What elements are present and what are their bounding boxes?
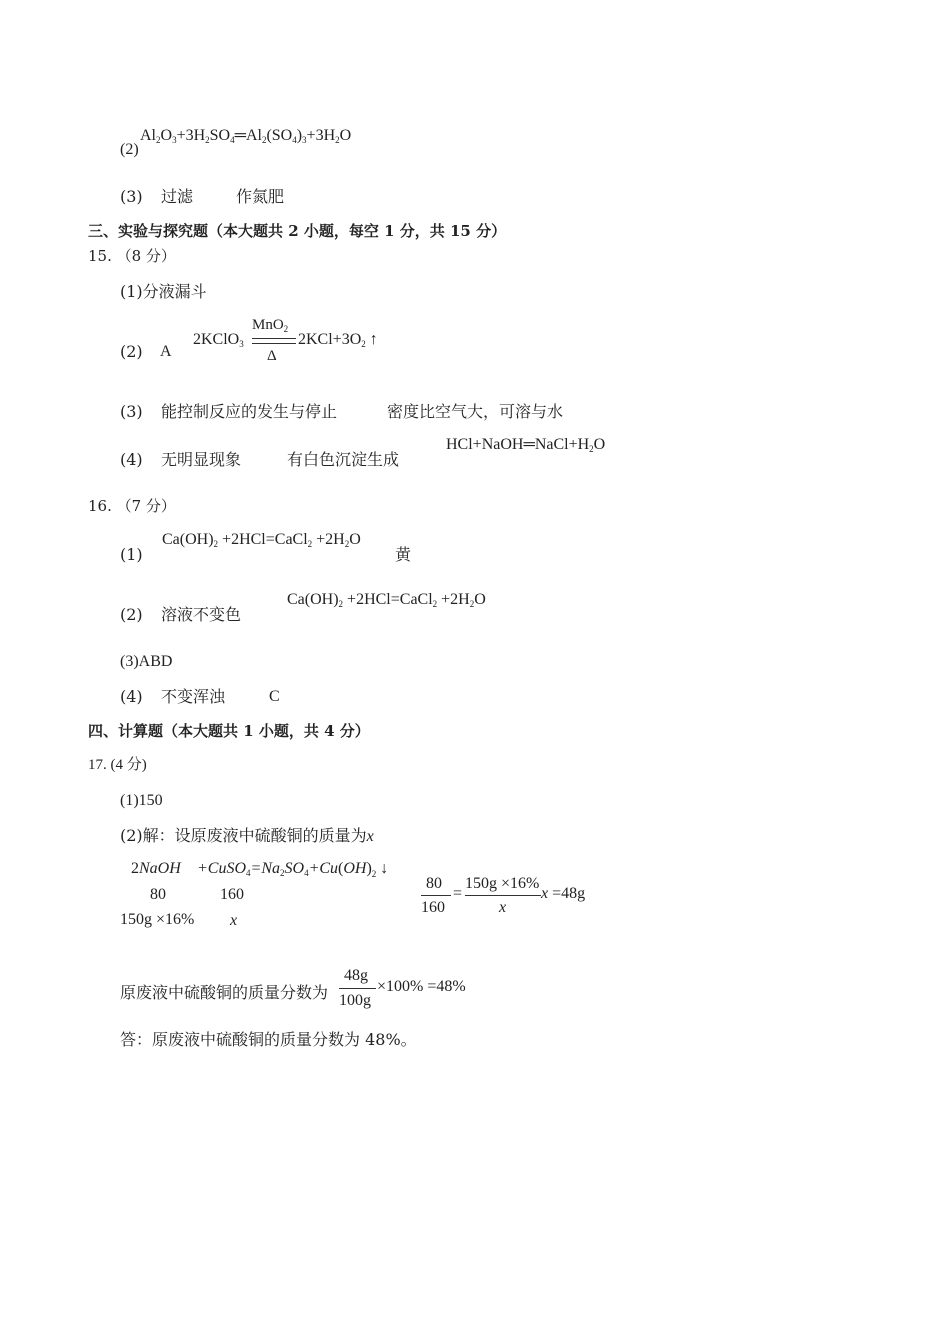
q16-part1-answer-b: 黄 (395, 545, 412, 564)
q15-part3-answer-b: 密度比空气大，可溶与水 (387, 402, 564, 421)
q14-part3-answer-a: 过滤 (161, 187, 194, 206)
q17-part1: (1)150 (120, 792, 163, 809)
q17-fraction-numerator: 48g (344, 967, 368, 984)
q17-part2-intro: (2)解：设原废液中硫酸铜的质量为x (120, 826, 374, 845)
q15-part1: (1)分液漏斗 (120, 282, 207, 301)
q17-mass-fraction-label: 原废液中硫酸铜的质量分数为 (120, 983, 329, 1002)
q17-fraction-result: ×100% =48% (377, 978, 466, 995)
q15-part4-answer-a: 无明显现象 (161, 450, 242, 469)
section-4-title: 四、计算题（本大题共 1 小题，共 4 分） (88, 722, 370, 740)
q15-part4-number: (4) (120, 450, 143, 469)
q17-reaction-equation: 2NaOH (131, 860, 181, 877)
q16-part3: (3)ABD (120, 653, 173, 670)
q17-header: 17. (4 分) (88, 757, 147, 773)
q17-proportion-equals: = (453, 885, 463, 902)
q17-fraction-denominator: 100g (339, 992, 371, 1009)
q15-part2-eq-right: $2KCl+3O_2$ ↑ (298, 331, 378, 349)
q15-part2-heat: Δ (267, 348, 277, 364)
q16-part4-number: (4) (120, 687, 143, 706)
q16-part4-answer-b: C (269, 688, 280, 705)
q14-part3-answer-b: 作氮肥 (236, 187, 285, 206)
q15-part3-number: (3) (120, 402, 143, 421)
q16-part1-number: (1) (120, 545, 143, 564)
q17-unknown-x: x (230, 912, 238, 929)
q17-molar-mass-cuso4: 160 (220, 886, 244, 903)
q15-header: 15. （8 分） (88, 247, 176, 265)
q14-part2-equation: $Al_2O_3+3H_2SO_4═Al_2(SO_4)_3+3H_2O$ (140, 127, 352, 145)
q17-proportion-numerator-1: 80 (426, 875, 442, 892)
q16-part2-equation: $Ca(OH)_2$ +2HCl=CaCl$_2$ $+2H_2O$ (287, 591, 486, 609)
q17-proportion-bar-1 (421, 895, 451, 896)
q15-part4-answer-b: 有白色沉淀生成 (287, 450, 400, 469)
q16-part4-answer-a: 不变浑浊 (161, 687, 226, 706)
section-3-title: 三、实验与探究题（本大题共 2 小题，每空 1 分，共 15 分） (88, 222, 507, 240)
q17-proportion-denominator-1: 160 (421, 899, 445, 916)
q15-part2-number: (2) (120, 342, 143, 361)
q14-part3-number: (3) (120, 187, 143, 206)
q15-part2-catalyst: MnO$_2$ (252, 317, 289, 334)
q17-proportion-bar-2 (465, 895, 541, 896)
q15-part3-answer-a: 能控制反应的发生与停止 (161, 402, 338, 421)
q17-reaction-reactant2: $+CuSO_4=Na_2SO_4+Cu(OH)_2$ ↓ (197, 860, 389, 879)
q16-part1-equation: $Ca(OH)_2$ +2HCl=CaCl$_2$ $+2H_2O$ (162, 531, 361, 549)
q16-part2-number: (2) (120, 605, 143, 624)
q17-proportion-result: x =48g (541, 885, 586, 902)
q17-molar-mass-naoh: 80 (150, 886, 166, 903)
q15-part2-answer: A (160, 343, 172, 360)
q17-fraction-bar (339, 988, 376, 989)
q15-part2-eq-left: 2KClO$_3$ (193, 331, 244, 349)
q17-proportion-denominator-2: x (499, 899, 507, 916)
q15-part2-equals-bar (252, 338, 296, 344)
q16-header: 16. （7 分） (88, 497, 176, 515)
q17-answer: 答：原废液中硫酸铜的质量分数为 48%。 (120, 1030, 417, 1049)
q15-part4-equation: $HCl+NaOH═NaCl+H_2O$ (446, 436, 606, 454)
q17-given-mass: 150g ×16% (120, 911, 195, 928)
q16-part2-answer-a: 溶液不变色 (161, 605, 242, 624)
q17-proportion-numerator-2: 150g ×16% (465, 875, 540, 892)
q14-part2-number: (2) (120, 141, 139, 158)
